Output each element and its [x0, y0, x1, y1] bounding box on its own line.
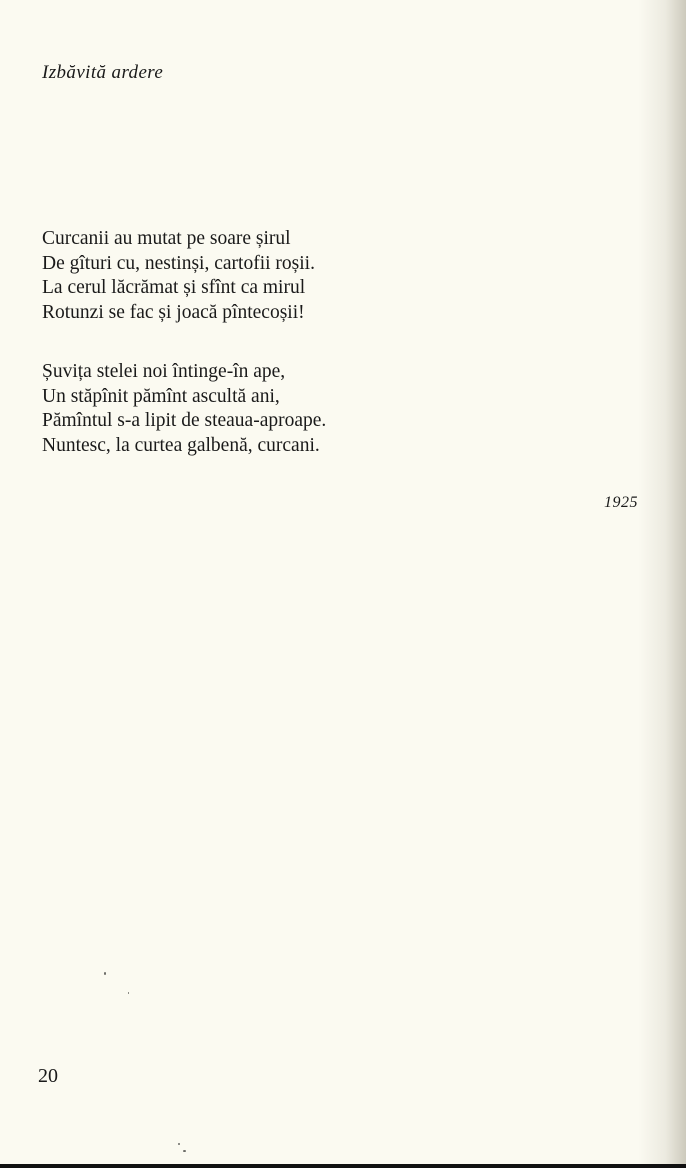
- stanza-2: [42, 360, 326, 458]
- poem-line: De gîturi cu, nestinși, cartofii roșii.: [42, 252, 315, 274]
- paper-speck: [183, 1150, 186, 1152]
- stanza-1: [42, 227, 315, 325]
- poem-line: Un stăpînit pămînt ascultă ani,: [42, 385, 280, 407]
- page-number: 20: [38, 1065, 58, 1087]
- paper-speck: [128, 992, 129, 994]
- poem-line: Nuntesc, la curtea galbenă, curcani.: [42, 434, 320, 456]
- paper-speck: [104, 972, 106, 975]
- poem-line: Șuvița stelei noi întinge-în ape,: [42, 361, 286, 382]
- poem-line: Curcanii au mutat pe soare șirul: [42, 228, 291, 249]
- page-bottom-edge: [0, 1164, 686, 1168]
- poem-line: Rotunzi se fac și joacă pîntecoșii!: [42, 301, 305, 323]
- paper-speck: [178, 1143, 180, 1145]
- poem-date: 1925: [604, 494, 638, 511]
- poem-title: Izbăvită ardere: [42, 62, 164, 83]
- poem-line: Pămîntul s-a lipit de steaua-aproape.: [42, 410, 327, 431]
- poem-line: La cerul lăcrămat și sfînt ca mirul: [42, 277, 306, 298]
